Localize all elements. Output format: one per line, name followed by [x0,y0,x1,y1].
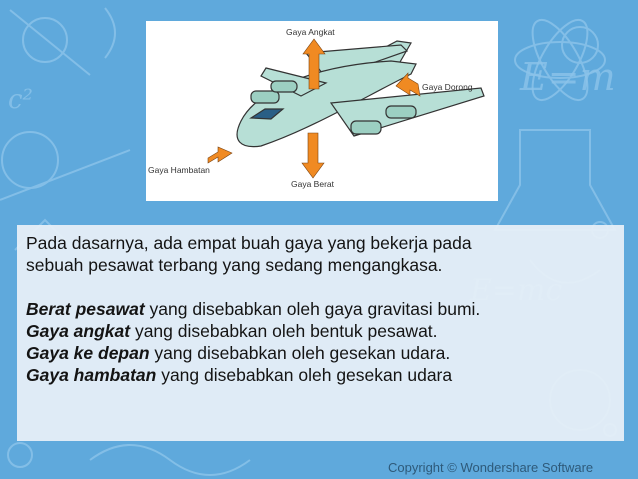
airplane-illustration [237,41,484,147]
force-term: Gaya hambatan [26,365,157,385]
text-body [26,232,618,386]
svg-text:E=m: E=m [520,55,616,99]
label-lift: Gaya Angkat [286,27,335,37]
force-desc: yang disebabkan oleh bentuk pesawat. [130,321,438,341]
intro-line: sebuah pesawat terbang yang sedang mengangkasa. [26,255,443,275]
force-term: Berat pesawat [26,299,145,319]
text-panel [17,225,624,441]
intro-line: Pada dasarnya, ada empat buah gaya yang bekerja pada [26,233,472,253]
force-item-thrust [26,342,618,364]
svg-text:c²: c² [8,85,33,115]
paragraph-gap [26,276,618,298]
label-drag: Gaya Hambatan [148,165,210,175]
force-term: Gaya angkat [26,321,131,341]
label-thrust: Gaya Dorong [422,82,473,92]
force-desc: yang disebabkan oleh gesekan udara. [149,343,451,363]
force-desc: yang disebabkan oleh gaya gravitasi bumi. [144,299,481,319]
weight-arrow [302,133,324,178]
drag-arrow [208,147,232,163]
force-item-weight [26,298,618,320]
label-weight: Gaya Berat [291,179,334,189]
force-term: Gaya ke depan [26,343,150,363]
force-desc: yang disebabkan oleh gesekan udara [156,365,453,385]
force-item-drag [26,364,618,386]
airplane-force-diagram [146,21,498,201]
copyright-text: Copyright © Wondershare Software [388,460,594,475]
force-item-lift [26,320,618,342]
